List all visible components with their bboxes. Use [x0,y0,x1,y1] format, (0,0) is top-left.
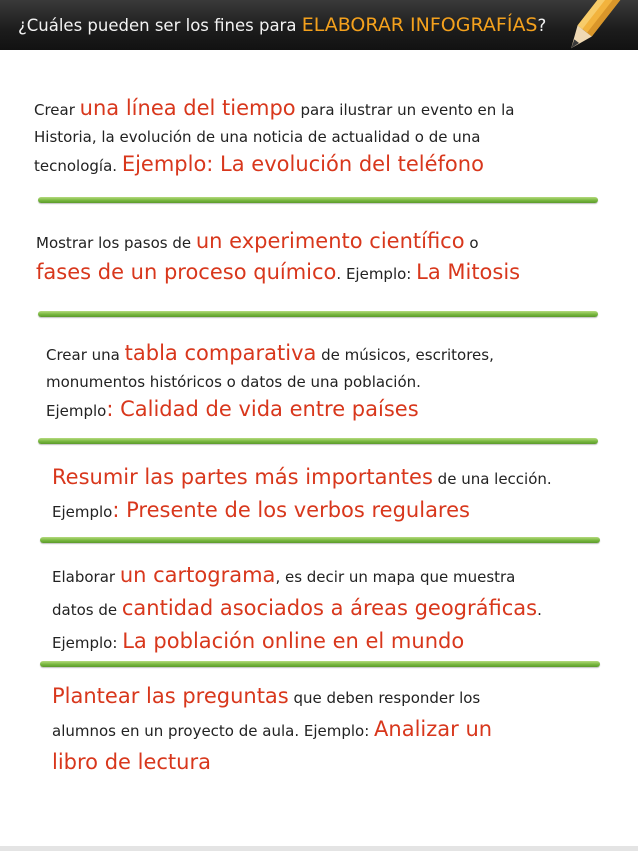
item-line: datos de cantidad asociados a áreas geográficas. [52,596,542,620]
header-bar [0,0,638,50]
item-line: Historia, la evolución de una noticia de actualidad o de una [34,128,481,146]
item-line: Crear una línea del tiempo para ilustrar un evento en la [34,96,515,120]
item-summary [52,464,552,526]
separator-line [38,311,598,317]
pencil-icon [558,0,638,70]
separator-line [40,537,600,543]
item-line: fases de un proceso químico. Ejemplo: La Mitosis [36,260,521,284]
item-line: Crear una tabla comparativa de músicos, escritores, [46,341,494,365]
separator-line [38,438,598,444]
title-lead: ¿Cuáles pueden ser los fines para [18,16,302,35]
title-highlight: ELABORAR INFOGRAFÍAS [301,14,538,36]
item-line: Elaborar un cartograma, es decir un mapa que muestra [52,563,516,587]
item-line: alumnos en un proyecto de aula. Ejemplo: Analizar un [52,717,493,741]
item-line: Resumir las partes más importantes de una lección. [52,465,552,489]
item-questions [52,683,492,778]
item-experiment [36,228,520,288]
title-end: ? [537,16,547,35]
item-line: Mostrar los pasos de un experimento científico o [36,229,479,253]
item-line: Ejemplo: Calidad de vida entre países [46,397,419,421]
item-timeline [34,95,514,180]
item-line: Plantear las preguntas que deben responder los [52,684,481,708]
separator-line [40,661,600,667]
item-line: libro de lectura [52,750,211,774]
item-line: tecnología. Ejemplo: La evolución del teléfono [34,152,484,176]
separator-line [38,197,598,203]
item-line: monumentos históricos o datos de una población. [46,373,421,391]
item-cartogram [52,562,542,657]
item-line: Ejemplo: La población online en el mundo [52,629,465,653]
bottom-edge [0,846,638,851]
item-comparison [46,340,494,425]
page-title [18,0,546,50]
item-line: Ejemplo: Presente de los verbos regulares [52,498,470,522]
